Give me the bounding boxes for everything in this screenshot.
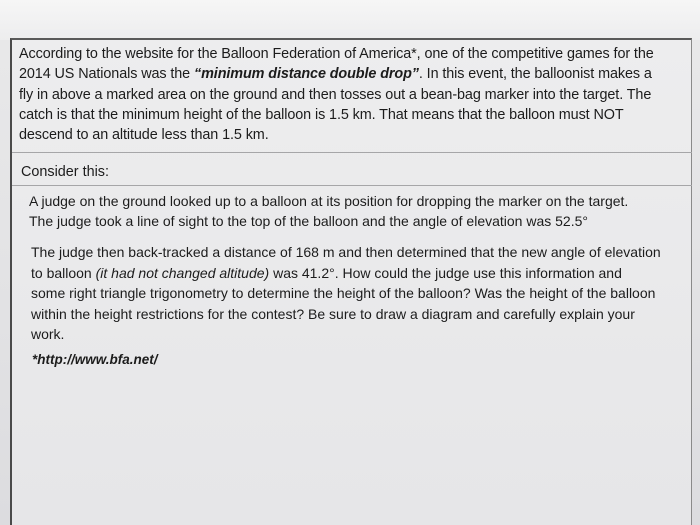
backtrack-line-5: work. (31, 326, 65, 342)
section-divider (12, 152, 692, 153)
intro-line-2-start: 2014 US Nationals was the (19, 66, 194, 83)
intro-line-4: catch is that the minimum height of the balloon is 1.5 km. That means that the balloon must NOT (19, 106, 624, 123)
altitude-note: (it had not changed altitude) (95, 264, 270, 281)
intro-line-2-end: . In this event, the balloonist makes a (418, 66, 652, 83)
event-name: “minimum distance double drop” (194, 66, 419, 83)
intro-line-2 (19, 64, 691, 84)
backtrack-line-1: The judge then back-tracked a distance of 168 m and then determined that the new angle of elevation (31, 244, 661, 260)
intro-paragraph (19, 44, 691, 145)
backtrack-line-3: some right triangle trigonometry to determine the height of the balloon? Was the height of the balloon (31, 285, 656, 301)
intro-line-5: descend to an altitude less than 1.5 km. (19, 127, 269, 144)
intro-line-1: According to the website for the Balloon Federation of America*, one of the competitive games for the (19, 46, 654, 62)
judge-line-2: The judge took a line of sight to the top of the balloon and the angle of elevation was 52.5° (29, 212, 588, 229)
backtrack-line-4: within the height restrictions for the contest? Be sure to draw a diagram and carefully explain your (31, 305, 635, 322)
footnote-link: *http://www.bfa.net/ (32, 352, 158, 367)
backtrack-line-2-end: was 41.2°. How could the judge use this information and (269, 264, 622, 281)
background-strip (0, 0, 700, 40)
judge-line-1: A judge on the ground looked up to a balloon at its position for dropping the marker on the target. (29, 193, 629, 209)
problem-document (10, 38, 692, 525)
section-divider (12, 185, 692, 186)
backtrack-line-2 (31, 263, 691, 284)
intro-line-3: fly in above a marked area on the ground and then tosses out a bean-bag marker into the target. The (19, 86, 652, 103)
backtrack-paragraph (31, 242, 691, 345)
judge-paragraph (29, 192, 689, 231)
backtrack-line-2-start: to balloon (31, 264, 96, 281)
consider-heading: Consider this: (21, 164, 109, 180)
